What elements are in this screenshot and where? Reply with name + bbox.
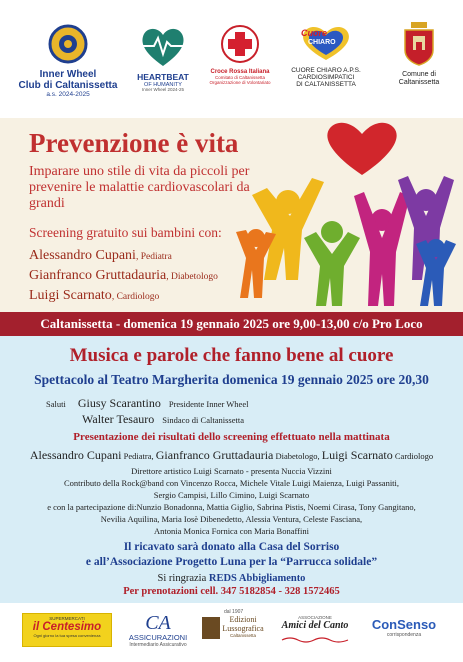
results-doctors: [0, 446, 463, 464]
ca-name: ASSICURAZIONI: [128, 633, 188, 642]
lussografica-line1: Edizioni: [229, 615, 257, 624]
cuore-badge-1: Cuore: [301, 28, 328, 38]
doctor-name: Alessandro Cupani: [29, 248, 136, 263]
lussografica-logo: [200, 609, 268, 638]
thanks-line: [0, 573, 463, 584]
screening-label: Screening gratuito sui bambini con:: [29, 225, 222, 240]
comune-logo: [385, 20, 453, 86]
inner-wheel-club: Club di Caltanissetta: [18, 80, 118, 91]
inner-wheel-name: Inner Wheel: [39, 69, 97, 80]
amici-del-canto-logo: [278, 615, 352, 649]
cuore-chiaro-name: CUORE CHIARO A.P.S.: [291, 67, 361, 74]
saluti-role: Sindaco di Caltanissetta: [162, 415, 244, 425]
show-section: [0, 336, 463, 603]
saluti-name: Walter Tesauro: [82, 412, 155, 426]
inner-wheel-logo: [12, 24, 124, 98]
heart-icon: [327, 123, 396, 175]
croce-rossa-logo: [204, 24, 276, 85]
logo-strip: [0, 0, 463, 118]
heartbeat-name: HEARTBEAT: [137, 72, 189, 82]
heartbeat-sub: OF HUMANITY: [144, 82, 182, 89]
magenta-figure: [354, 192, 410, 306]
family-heart-illustration: [232, 120, 460, 310]
centesimo-logo: [22, 613, 112, 647]
red-cross-icon: [220, 24, 260, 64]
doctor-role: Diabetologo,: [273, 451, 322, 461]
donation-line-1: Il ricavato sarà donato alla Casa del Sorriso: [123, 541, 340, 553]
doctor-name: Luigi Scarnato: [321, 448, 393, 462]
cuore-chiaro-city: DI CALTANISSETTA: [296, 81, 356, 89]
sponsor-footer: [0, 603, 463, 662]
credits-line: Sergio Campisi, Lillo Cimino, Luigi Scarnato: [153, 490, 310, 500]
event-date-ribbon: Caltanissetta - domenica 19 gennaio 2025 ore 9,00-13,00 c/o Pro Loco: [0, 312, 463, 336]
heartbeat-logo: [128, 24, 198, 93]
doctor-role: , Cardiologo: [111, 292, 160, 302]
donation-line-2: e all’Associazione Progetto Luna per la “Parrucca solidale”: [85, 556, 378, 568]
cuore-chiaro-sub: CARDIOSIMPATICI: [297, 74, 355, 82]
credits-line: Nevilia Aquilina, Maria Iosè Dibenedetto, Alessia Ventura, Celeste Fasciana,: [100, 514, 363, 524]
credits-line: Antonia Monica Fornica con Maria Bonaffini: [154, 526, 309, 536]
comune-city: Caltanissetta: [398, 78, 440, 86]
thanks-name: REDS Abbigliamento: [208, 573, 306, 584]
centesimo-top: SUPERMERCATI: [49, 616, 85, 621]
cuore-badge-2: CHIARO: [308, 39, 336, 46]
saluti-label: Saluti: [46, 399, 66, 409]
doctor-role: , Diabetologo: [166, 272, 218, 282]
comune-coat-of-arms-icon: [402, 20, 436, 66]
doctor-line: [29, 288, 159, 304]
ca-mark: CA: [145, 612, 171, 634]
poster-subtitle: Imparare uno stile di vita da piccoli per prevenire le malattie cardiovascolari da grandi: [29, 164, 250, 211]
saluti-line-2: [82, 410, 462, 428]
doctor-name: Gianfranco Gruttadauria: [155, 448, 274, 462]
green-figure: [304, 221, 360, 306]
doctor-line: [29, 248, 172, 264]
credits-line: Contributo della Rock@band con Vincenzo Rocca, Michele Vitale Luigi Maienza, Luigi Passaniti,: [63, 478, 400, 488]
croce-rossa-name: Croce Rossa Italiana: [210, 69, 270, 75]
credits-line: Direttore artistico Luigi Scarnato - presenta Nuccia Vizzini: [131, 466, 332, 476]
doctor-name: Luigi Scarnato: [29, 288, 112, 303]
inner-wheel-year: a.s. 2024-2025: [46, 91, 90, 98]
inner-wheel-emblem-icon: [48, 24, 88, 64]
consenso-name: ConSenso: [371, 617, 437, 632]
heartbeat-heart-icon: [138, 24, 188, 68]
doctor-role: Pediatra,: [121, 451, 156, 461]
amici-top: ASSOCIAZIONE: [298, 615, 332, 620]
centesimo-name: il Centesimo: [32, 621, 102, 633]
credits-line: e con la partecipazione di:Nunzio Bonadonna, Mattia Giglio, Sabrina Pistis, Noemi Cirasa, Tony Gangitano,: [47, 502, 416, 512]
consenso-sub: corrispondenza: [386, 632, 422, 638]
show-details: Spettacolo al Teatro Margherita domenica 19 gennaio 2025 ore 20,30: [34, 372, 429, 387]
ca-assicurazioni-logo: [122, 613, 194, 648]
doctor-name: Gianfranco Gruttadauria: [29, 268, 167, 283]
doctor-role: , Pediatra: [135, 252, 172, 262]
doctor-name: Alessandro Cupani: [29, 448, 122, 462]
centesimo-tag: Ogni giorno la tua spesa convenienza: [33, 633, 101, 638]
heartbeat-year: Inner Wheel 2024-25: [141, 87, 185, 93]
poster-title: Prevenzione è vita: [29, 128, 239, 158]
thanks-prefix: Si ringrazia: [157, 573, 209, 584]
book-icon: [202, 617, 220, 639]
saluti-role: Presidente Inner Wheel: [168, 399, 249, 409]
lussografica-line2: Lussografica: [222, 624, 264, 633]
consenso-logo: [362, 617, 446, 638]
lussografica-since: dal 1907: [224, 609, 244, 615]
music-wave-icon: [280, 636, 350, 644]
prevention-section: [0, 118, 463, 312]
comune-label: Comune di: [402, 71, 436, 78]
ca-sub: Intermediario Assicurativo: [129, 642, 187, 648]
results-heading: Presentazione dei risultati dello screening effettuato nella mattinata: [73, 431, 390, 443]
booking-line: Per prenotazioni cell. 347 5182854 - 328 1572465: [123, 586, 340, 597]
amici-name: Amici del Canto: [281, 620, 349, 631]
cuore-chiaro-logo: [281, 24, 371, 88]
show-title: Musica e parole che fanno bene al cuore: [69, 345, 394, 366]
doctor-role: Cardiologo: [392, 451, 434, 461]
croce-rossa-org: Organizzazione di Volontariato: [209, 79, 271, 85]
croce-rossa-committee: Comitato di Caltanissetta: [214, 74, 266, 80]
lussografica-line3: Caltanissetta: [229, 633, 256, 638]
doctor-line: [29, 268, 218, 284]
saluti-name: Giusy Scarantino: [77, 396, 161, 410]
